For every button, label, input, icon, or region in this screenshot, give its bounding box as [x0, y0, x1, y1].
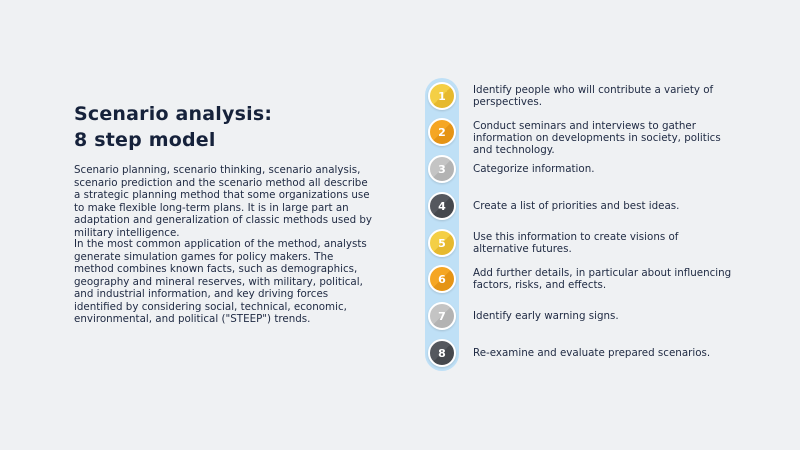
- step-item: [428, 118, 728, 156]
- step-item: [428, 339, 728, 367]
- step-number-badge: 5: [428, 229, 456, 257]
- step-text: Conduct seminars and interviews to gather information on developments in society, politics and technology.: [473, 120, 721, 156]
- step-item: [428, 265, 732, 293]
- step-item: [428, 155, 728, 183]
- step-text: Identify early warning signs.: [473, 310, 619, 322]
- step-number-badge: 1: [428, 82, 456, 110]
- step-text: Categorize information.: [473, 163, 595, 175]
- step-number-badge: 3: [428, 155, 456, 183]
- title-line-2: 8 step model: [74, 129, 216, 151]
- step-number-badge: 2: [428, 118, 456, 146]
- step-item: [428, 82, 728, 110]
- step-number-badge: 8: [428, 339, 456, 367]
- step-text: Use this information to create visions of alternative futures.: [473, 231, 679, 255]
- step-number-badge: 7: [428, 302, 456, 330]
- step-item: [428, 229, 728, 257]
- step-text: Add further details, in particular about influencing factors, risks, and effects.: [473, 267, 732, 291]
- title-line-1: Scenario analysis:: [74, 103, 273, 125]
- application-paragraph: In the most common application of the method, analysts generate simulation games for policy makers. The method combines known facts, such as demographics, geography and mineral reserves, with military, political, and industrial information, and key driving forces identified by considering social, technical, economic, environmental, and political ("STEEP") trends.: [74, 238, 367, 325]
- step-text: Re-examine and evaluate prepared scenarios.: [473, 347, 711, 359]
- intro-paragraph: Scenario planning, scenario thinking, scenario analysis, scenario prediction and the scenario method all describe a strategic planning method that some organizations use to make flexible long-term plans. It is in large part an adaptation and generalization of classic methods used by military intelligence.: [74, 164, 373, 239]
- step-text: Identify people who will contribute a variety of perspectives.: [473, 84, 714, 108]
- step-number-badge: 4: [428, 192, 456, 220]
- step-number-badge: 6: [428, 265, 456, 293]
- page-title: [74, 101, 374, 153]
- step-item: [428, 192, 728, 220]
- step-text: Create a list of priorities and best ideas.: [473, 200, 680, 212]
- step-item: [428, 302, 728, 330]
